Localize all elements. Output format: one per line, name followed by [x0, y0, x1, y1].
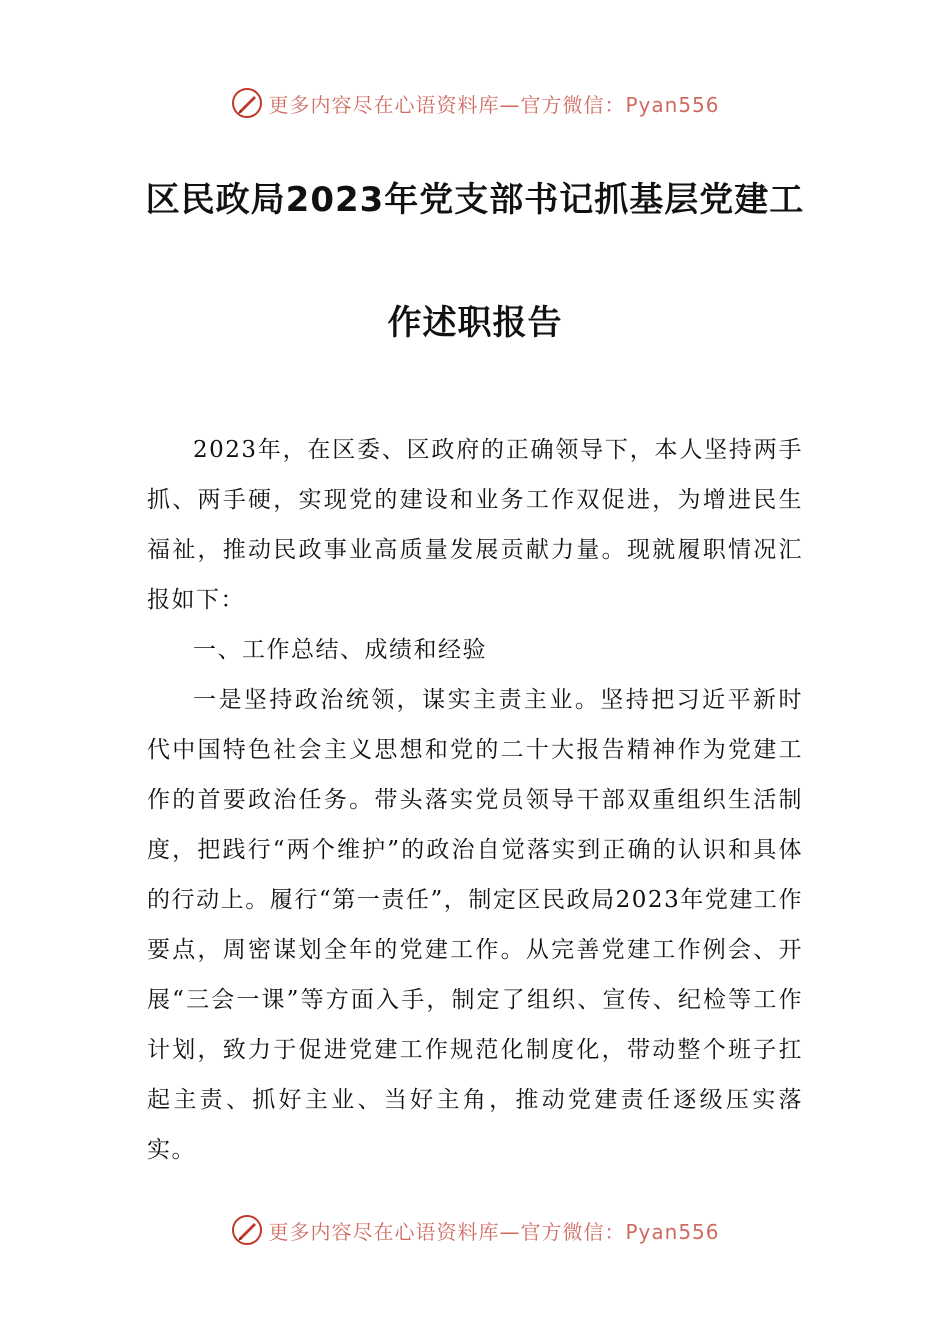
wechat-id: Pyan556	[625, 1219, 720, 1244]
watermark-text: 更多内容尽在心语资料库—官方微信：Pyan556	[268, 1219, 720, 1244]
watermark-banner-bottom	[0, 1210, 950, 1250]
document-title-line1: 区民政局2023年党支部书记抓基层党建工	[145, 180, 805, 220]
wechat-id: Pyan556	[625, 92, 720, 117]
pen-seal-icon	[230, 86, 264, 120]
intro-paragraph: 2023年，在区委、区政府的正确领导下，本人坚持两手抓、两手硬，实现党的建设和业务工作双促进，为增进民生福祉，推动民政事业高质量发展贡献力量。现就履职情况汇报如下：	[147, 437, 803, 613]
watermark-text: 更多内容尽在心语资料库—官方微信：Pyan556	[268, 92, 720, 117]
pen-seal-icon	[230, 1213, 264, 1247]
document-title-line2: 作述职报告	[387, 303, 563, 343]
document-body	[147, 425, 803, 1175]
section-heading: 一、工作总结、成绩和经验	[193, 637, 487, 663]
section-paragraph: 一是坚持政治统领，谋实主责主业。坚持把习近平新时代中国特色社会主义思想和党的二十大报告精神作为党建工作的首要政治任务。带头落实党员领导干部双重组织生活制度，把践行“两个维护”的政治自觉落实到正确的认识和具体的行动上。履行“第一责任”，制定区民政局2023年党建工作要点，周密谋划全年的党建工作。从完善党建工作例会、开展“三会一课”等方面入手，制定了组织、宣传、纪检等工作计划，致力于促进党建工作规范化制度化，带动整个班子扛起主责、抓好主业、当好主角，推动党建责任逐级压实落实。	[147, 687, 803, 1163]
watermark-banner-top	[0, 83, 950, 123]
